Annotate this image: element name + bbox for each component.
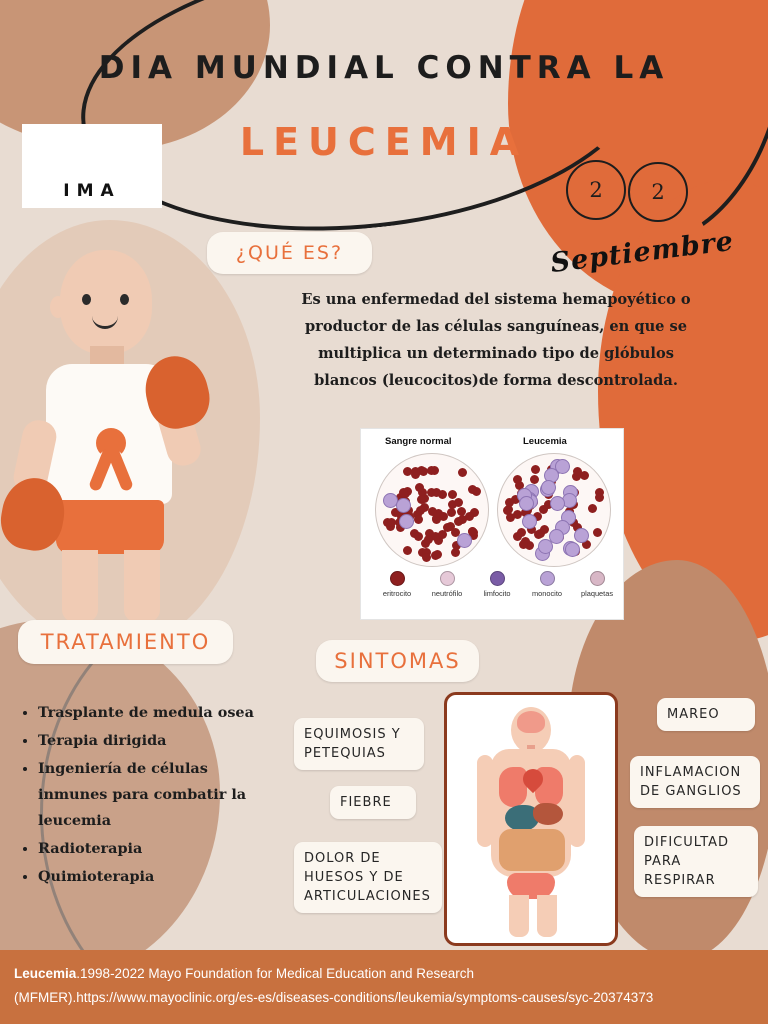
red-blood-cell <box>432 488 441 497</box>
red-blood-cell <box>424 535 433 544</box>
legend-label: eritrocito <box>382 589 412 598</box>
red-blood-cell <box>458 468 467 477</box>
body-brain <box>517 711 545 733</box>
footer-line-2: (MFMER).https://www.mayoclinic.org/es-es/diseases-conditions/leukemia/symptoms-causes/syc-20374373 <box>14 990 654 1005</box>
red-blood-cell <box>580 471 589 480</box>
boxer-eye-left <box>82 294 91 305</box>
red-blood-cell <box>505 498 514 507</box>
barcode-icon <box>32 129 152 175</box>
blood-figure-right-title: Leucemia <box>523 436 567 447</box>
symptom-tag-dolor-huesos: DOLOR DE HUESOS Y DE ARTICULACIONES <box>294 842 442 913</box>
boxer-eye-right <box>120 294 129 305</box>
red-blood-cell <box>399 488 408 497</box>
treatment-item: • Quimioterapia <box>38 864 278 890</box>
white-blood-cell <box>555 459 570 474</box>
red-blood-cell <box>439 512 448 521</box>
boxer-leg-left <box>62 550 98 622</box>
legend-item <box>471 571 523 598</box>
red-blood-cell <box>447 508 456 517</box>
date-digit-2: 2 <box>628 162 688 222</box>
red-blood-cell <box>531 465 540 474</box>
symptom-tag-dificultad-respirar: DIFICULTAD PARA RESPIRAR <box>634 826 758 897</box>
legend-color-swatch <box>490 571 505 586</box>
body-arm-right <box>569 755 585 847</box>
boxer-illustration <box>10 250 240 630</box>
boxer-leg-right <box>124 550 160 622</box>
white-blood-cell <box>457 533 472 548</box>
footer-line-1 <box>14 962 754 986</box>
red-blood-cell <box>414 515 423 524</box>
section-label-tratamiento: TRATAMIENTO <box>18 620 233 664</box>
body-liver <box>533 803 563 825</box>
poster-title-line1: DIA MUNDIAL CONTRA LA <box>98 50 670 86</box>
red-blood-cell <box>593 528 602 537</box>
white-blood-cell <box>399 514 414 529</box>
red-blood-cell <box>403 546 412 555</box>
boxer-head <box>60 250 152 354</box>
blood-comparison-figure <box>360 428 624 620</box>
barcode-logo <box>22 124 162 208</box>
red-blood-cell <box>415 483 424 492</box>
red-blood-cell <box>403 467 412 476</box>
white-blood-cell <box>550 496 565 511</box>
legend-label: limfocito <box>483 589 511 598</box>
legend-label: plaquetas <box>580 589 614 598</box>
red-blood-cell <box>539 505 548 514</box>
poster-title-line2: LEUCEMIA <box>239 120 529 164</box>
body-arm-left <box>477 755 493 847</box>
blood-sample-leukemia <box>497 453 611 567</box>
red-blood-cell <box>422 553 431 562</box>
description-text: Es una enfermedad del sistema hemapoyético o productor de las células sanguíneas, en que se multiplica un determinado tipo de glóbulos blancos (leucocitos)de forma descontrolada. <box>301 291 691 389</box>
legend-color-swatch <box>590 571 605 586</box>
legend-color-swatch <box>540 571 555 586</box>
symptom-tag-fiebre: FIEBRE <box>330 786 416 819</box>
section-label-que-es: ¿QUÉ ES? <box>207 232 372 274</box>
red-blood-cell <box>419 467 428 476</box>
body-lung-left <box>499 767 527 807</box>
body-intestine <box>499 829 565 871</box>
barcode-logo-text: IMA <box>63 181 121 201</box>
red-blood-cell <box>416 506 425 515</box>
red-blood-cell <box>438 530 447 539</box>
symptom-tag-mareo: MAREO <box>657 698 755 731</box>
legend-color-swatch <box>390 571 405 586</box>
red-blood-cell <box>433 550 442 559</box>
blood-sample-normal <box>375 453 489 567</box>
treatment-item: • Ingeniería de células inmunes para combatir la leucemia <box>38 756 278 834</box>
legend-color-swatch <box>440 571 455 586</box>
red-blood-cell <box>448 490 457 499</box>
white-blood-cell <box>538 539 553 554</box>
red-blood-cell <box>530 475 539 484</box>
symptom-tag-inflamacion-ganglios: INFLAMACION DE GANGLIOS <box>630 756 760 808</box>
red-blood-cell <box>517 528 526 537</box>
footer-source-title: Leucemia <box>14 966 77 981</box>
legend-item <box>421 571 473 598</box>
symptom-tag-equimosis: EQUIMOSIS Y PETEQUIAS <box>294 718 424 770</box>
white-blood-cell <box>519 496 534 511</box>
human-body-diagram <box>444 692 618 946</box>
red-blood-cell <box>465 512 474 521</box>
body-leg-left <box>509 895 529 937</box>
legend-item <box>371 571 423 598</box>
awareness-ribbon-icon <box>88 432 132 494</box>
white-blood-cell <box>574 528 589 543</box>
boxer-shorts <box>56 500 164 554</box>
blood-figure-legend <box>371 571 615 615</box>
treatment-item: • Terapia dirigida <box>38 728 278 754</box>
red-blood-cell <box>595 493 604 502</box>
treatment-item: • Trasplante de medula osea <box>38 700 278 726</box>
red-blood-cell <box>428 507 437 516</box>
footer-source <box>0 950 768 1024</box>
red-blood-cell <box>588 504 597 513</box>
blood-figure-left-title: Sangre normal <box>385 436 452 447</box>
body-leg-right <box>537 895 557 937</box>
date-month: Septiembre <box>548 225 736 280</box>
footer-source-rest: .1998-2022 Mayo Foundation for Medical Education and Research <box>76 966 475 981</box>
treatment-item: • Radioterapia <box>38 836 278 862</box>
red-blood-cell <box>387 518 396 527</box>
legend-label: neutrófilo <box>431 589 463 598</box>
treatment-list <box>18 700 278 892</box>
red-blood-cell <box>454 517 463 526</box>
red-blood-cell <box>454 498 463 507</box>
legend-label: monocito <box>532 589 562 598</box>
red-blood-cell <box>540 525 549 534</box>
section-label-sintomas: SINTOMAS <box>316 640 479 682</box>
date-digit-1: 2 <box>566 160 626 220</box>
legend-item <box>521 571 573 598</box>
red-blood-cell <box>506 513 515 522</box>
legend-item <box>571 571 623 598</box>
red-blood-cell <box>513 475 522 484</box>
